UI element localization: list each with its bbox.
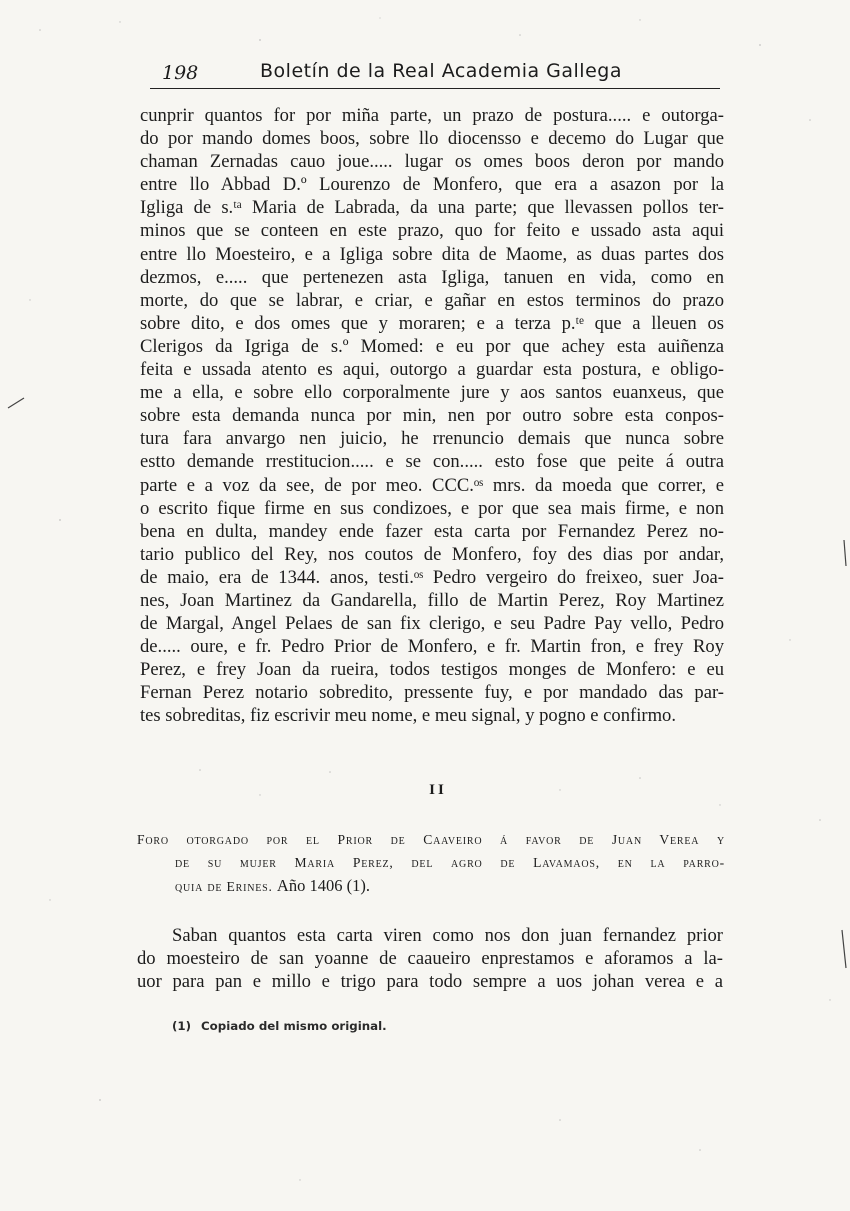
body-line: entre llo Abbad D.º Lourenzo de Monfero, que era a asazon por la (140, 174, 724, 196)
page-number: 198 (162, 62, 199, 84)
document-line: uor para pan e millo e trigo para todo sempre a uos johan verea e a (137, 971, 723, 993)
body-line: sobre dito, e dos omes que y moraren; e a terza p.ᵗᵉ que a lleuen os (140, 312, 724, 334)
document-text (137, 924, 723, 994)
heading-year: Año 1406 (1). (276, 876, 370, 895)
heading-line-text: quia de Erines. (175, 879, 273, 894)
heading-line-final (137, 874, 725, 898)
document-line: Saban quantos esta carta viren como nos don juan fernandez prior (172, 925, 723, 946)
body-line: de..... oure, e fr. Pedro Prior de Monfero, e fr. Martin fron, e frey Roy (140, 636, 724, 658)
body-line: o escrito fique firme en sus condizoes, e por que sea mais firme, e non (140, 497, 724, 519)
body-paragraph (140, 104, 724, 728)
body-line: dezmos, e..... que pertenezen asta Igliga, tanuen en vida, como en (140, 266, 724, 288)
body-line: de maio, era de 1344. anos, testi.ᵒˢ Pedro vergeiro do freixeo, suer Joa- (140, 566, 724, 588)
body-line: minos que se conteen en este prazo, quo for feito e ussado asta aqui (140, 220, 724, 242)
body-line: entre llo Moesteiro, e a Igliga sobre dita de Maome, as duas partes dos (140, 243, 724, 265)
body-line: nes, Joan Martinez da Gandarella, fillo de Martin Perez, Roy Martinez (140, 589, 724, 611)
body-line: Igliga de s.ᵗᵃ Maria de Labrada, da una parte; que llevassen pollos ter- (140, 197, 724, 219)
body-line: me a ella, e sobre ello corporalmente jure y aos santos euanxeus, que (140, 382, 724, 404)
body-line: parte e a voz da see, de por meo. CCC.ᵒˢ mrs. da moeda que correr, e (140, 474, 724, 496)
page-header (150, 58, 720, 89)
body-line: de Margal, Angel Pelaes de san fix clerigo, e seu Padre Pay vello, Pedro (140, 613, 724, 635)
body-line: chaman Zernadas cauo joue..... lugar os omes boos deron por mando (140, 151, 724, 173)
body-line: Clerigos da Igriga de s.º Momed: e eu por que achey esta auiñenza (140, 335, 724, 357)
document-line: do moesteiro de san yoanne de caaueiro enprestamos e aforamos a la- (137, 948, 723, 970)
body-line: Perez, e frey Joan da rueira, todos testigos monges de Monfero: e eu (140, 659, 724, 681)
body-line: tes sobreditas, fiz escrivir meu nome, e meu signal, y pogno e confirmo. (140, 705, 676, 727)
body-line: feita e ussada atento es aqui, outorgo a guardar esta postura, e obligo- (140, 359, 724, 381)
document-heading (137, 828, 725, 898)
heading-line: de su mujer Maria Perez, del agro de Lavamaos, en la parro- (175, 855, 725, 870)
footnote-text: Copiado del mismo original. (201, 1019, 387, 1033)
footnote-marker: (1) (172, 1019, 191, 1033)
body-line: sobre esta demanda nunca por min, nen por outro sobre esta conpos- (140, 405, 724, 427)
body-line: tario publico del Rey, nos coutos de Monfero, foy des dias por andar, (140, 543, 724, 565)
running-title: Boletín de la Real Academia Gallega (260, 60, 622, 82)
footnote (172, 1019, 387, 1033)
body-line: morte, do que se labrar, e criar, e gañar en estos terminos do prazo (140, 289, 724, 311)
body-line: bena en dulta, mandey ende fazer esta carta por Fernandez Perez no- (140, 520, 724, 542)
body-line: do por mando domes boos, sobre llo diocensso e decemo do Lugar que (140, 128, 724, 150)
body-line: tura fara anvargo nen juicio, he rrenuncio demais que nunca sobre (140, 428, 724, 450)
body-line: cunprir quantos for por miña parte, un prazo de postura..... e outorga- (140, 105, 724, 126)
body-line: estto demande rrestitucion..... e se con..... esto fose que peite á outra (140, 451, 724, 473)
heading-line: Foro otorgado por el Prior de Caaveiro á favor de Juan Verea y (137, 832, 725, 847)
section-number: II (429, 782, 447, 798)
body-line: Fernan Perez notario sobredito, pressente fuy, e por mandado das par- (140, 682, 724, 704)
